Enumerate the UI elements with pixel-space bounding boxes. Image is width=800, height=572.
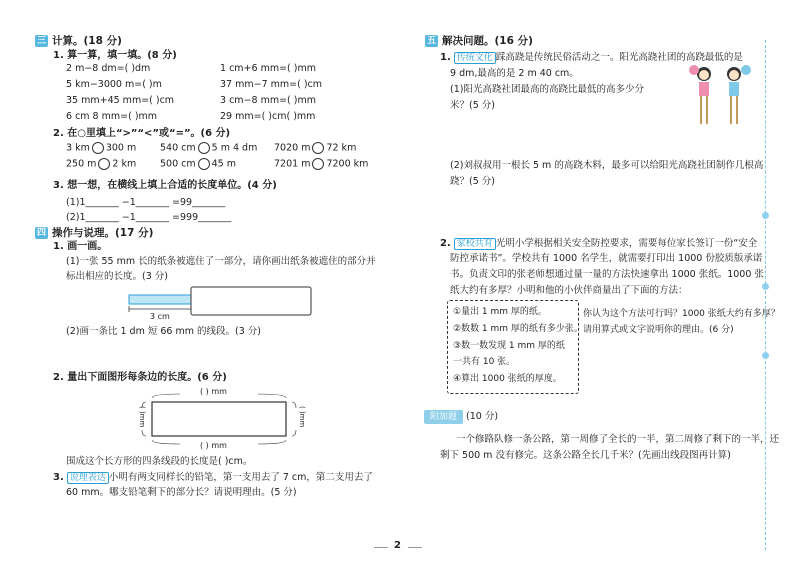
draw-line-instruction: (2)画一条比 1 dm 短 66 mm 的线段。(3 分) [66,326,261,337]
compare-circle[interactable] [198,142,210,154]
home-school-tag: 家校共育 [454,238,496,250]
right-side-blank[interactable]: ( )mm [298,406,306,428]
compare-circle[interactable] [198,158,210,170]
compare-circle[interactable] [312,158,324,170]
section-4-heading [35,225,153,240]
calc-item[interactable]: 3 cm−8 mm=( )mm [220,95,316,106]
compare-item: 7020 m 72 km [274,142,357,154]
problem-1-intro: 1. 传统文化 踩高跷是传统民俗活动之一。阳光高跷社团的高跷最低的是 [440,52,743,63]
culture-tag: 传统文化 [454,52,496,64]
compare-item: 500 cm 45 m [160,158,237,170]
perimeter-question: 围成这个长方形的四条线段的长度是( )cm。 [66,456,253,467]
compare-item: 250 m 2 km [66,158,137,170]
strip-length-label: 3 cm [150,312,170,321]
stilt-walkers-illustration [686,60,756,128]
problem-1-line-2: 9 dm,最高的是 2 m 40 cm。 [450,68,579,79]
page-number: 2 [394,540,401,551]
top-side-blank[interactable]: ( ) mm [200,387,227,396]
compare-item: 540 cm 5 m 4 dm [160,142,258,154]
section-title: 操作与说理。(17 分) [52,227,154,239]
section-badge: 三 [36,36,46,46]
extra-question-heading [424,411,498,423]
visible-strip [129,295,191,304]
question-1-1: 1. 算一算，填一填。(8 分) [53,50,177,61]
section-5-heading [425,33,533,48]
calc-item[interactable]: 6 cm 8 mm=( )mm [66,111,158,122]
compare-circle[interactable] [312,142,324,154]
extra-score: (10 分) [466,411,499,422]
compare-item: 3 km 300 m [66,142,137,154]
problem-2-line-3: 书。负责文印的张老师想通过量一量的方法快速拿出 1000 张纸。1000 张 [450,269,764,280]
problem-2-intro: 2. 家校共育 光明小学根据相关安全防控要求，需要每位家长签订一份“安全 [440,238,758,249]
extra-line-1: 一个修路队修一条公路，第一周修了全长的一半，第二周修了剩下的一半，还 [456,434,780,445]
step-3: ③数一数发现 1 mm 厚的纸 [453,341,565,351]
unit-blank-row-2[interactable]: (2)1_______ −1_______ =999_______ [66,212,232,223]
draw-instruction-line-2: 标出相应的长度。(3 分) [66,271,168,282]
section-title: 计算。(18 分) [52,35,122,47]
cover-block [191,287,311,315]
extra-badge: 附加题 [424,410,463,424]
question-4-3-line-2: 60 mm。哪支铅笔剩下的部分长？请说明理由。(5 分) [66,487,297,498]
calc-item[interactable]: 37 mm−7 mm=( )cm [220,79,323,90]
question-4-1: 1. 画一画。 [53,241,108,252]
calc-item[interactable]: 5 km−3000 m=( )m [66,79,162,90]
compare-item: 7201 m 7200 km [274,158,369,170]
margin-dot [762,352,769,359]
calc-item[interactable]: 29 mm=( )cm( )mm [220,111,316,122]
problem-1-q1-line-1: (1)阳光高跷社团最高的高跷比最低的高多少分 [450,84,644,95]
section-badge: 五 [426,36,436,46]
compare-circle[interactable] [92,142,104,154]
margin-guide-line [765,40,766,550]
step-4: ④算出 1000 张纸的厚度。 [453,374,562,384]
step-3-cont: 一共有 10 张。 [453,357,516,367]
unit-blank-row-1[interactable]: (1)1_______ −1_______ =99_______ [66,197,226,208]
problem-1-q2-line-2: 跷？(5 分) [450,176,495,187]
calc-item[interactable]: 2 m−8 dm=( )dm [66,63,151,74]
question-1-3: 3. 想一想，在横线上填上合适的长度单位。(4 分) [53,180,277,191]
margin-dot [762,283,769,290]
problem-2-question-line-2: 请用算式或文字说明你的理由。(6 分) [583,325,734,335]
problem-2-line-2: 防控承诺书”。学校共有 1000 名学生，就需要打印出 1000 份胶质版承诺 [450,253,763,264]
rectangle [152,402,286,436]
margin-dot [762,212,769,219]
section-badge: 四 [36,228,46,238]
question-1-2: 2. 在○里填上“>”“<”或“=”。(6 分) [53,128,231,139]
reasoning-tag: 说理表达 [67,472,109,484]
problem-2-question-line-1: 你认为这个方法可行吗？1000 张纸大约有多厚？ [583,309,780,319]
compare-circle[interactable] [98,158,110,170]
extra-line-2: 剩下 500 m 没有修完。这条公路全长几千米？(先画出线段图再计算) [440,450,731,461]
section-title: 解决问题。(16 分) [442,35,533,47]
bottom-side-blank[interactable]: ( ) mm [200,441,227,450]
step-1: ①量出 1 mm 厚的纸。 [453,307,547,317]
problem-1-q1-line-2: 米？(5 分) [450,100,495,111]
calc-item[interactable]: 35 mm+45 mm=( )cm [66,95,175,106]
problem-2-line-4: 纸大约有多厚？小明和他的小伙伴商量出了下面的方法： [450,285,688,296]
draw-instruction-line-1: (1)一张 55 mm 长的纸条被遮住了一部分，请你画出纸条被遮住的部分并 [66,256,376,267]
section-3-heading [35,33,122,48]
question-4-3: 3. 说理表达 小明有两支同样长的铅笔，第一支用去了 7 cm，第二支用去了 [53,472,373,483]
left-side-blank[interactable]: ( )mm [138,406,146,428]
question-4-2: 2. 量出下面图形每条边的长度。(6 分) [53,372,227,383]
problem-1-q2-line-1: (2)刘叔叔用一根长 5 m 的高跷木料，最多可以给阳光高跷社团制作几根高 [450,160,764,171]
calc-item[interactable]: 1 cm+6 mm=( )mm [220,63,316,74]
step-2: ②数数 1 mm 厚的纸有多少张。 [453,324,583,334]
